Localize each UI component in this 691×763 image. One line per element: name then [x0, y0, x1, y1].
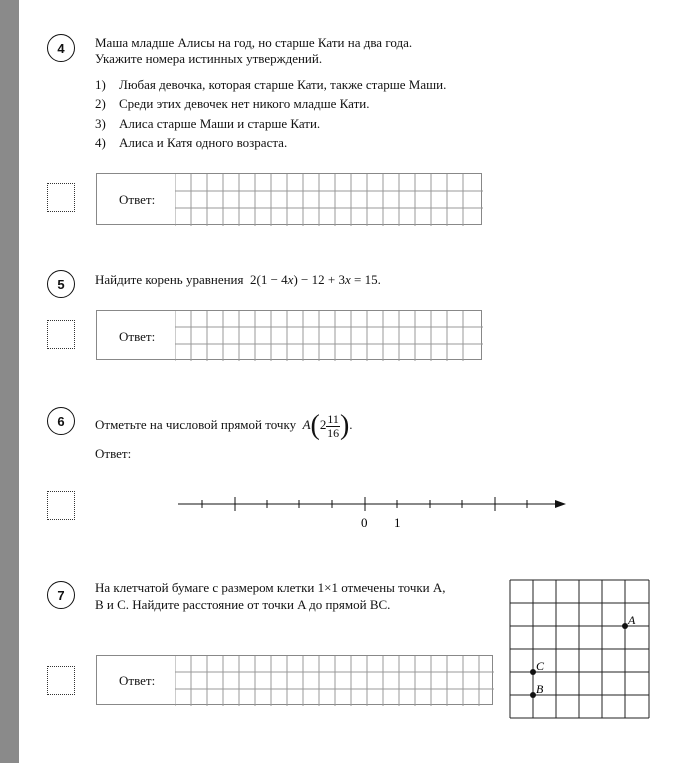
question-7-text-line2: B и C. Найдите расстояние от точки A до прямой BC.	[95, 597, 391, 612]
answer-label: Ответ:	[119, 673, 156, 688]
equation-variable: x	[287, 272, 294, 287]
question-4-answer-field[interactable]	[96, 173, 482, 225]
question-5-number	[47, 270, 75, 298]
question-6-prompt: Отметьте на числовой прямой точку	[95, 417, 297, 432]
option-number: 3)	[95, 116, 106, 131]
question-6-text	[95, 408, 353, 442]
question-6-number-text: 6	[57, 413, 65, 429]
option-number: 4)	[95, 135, 106, 150]
question-5-prompt: Найдите корень уравнения	[95, 272, 244, 287]
option-number: 2)	[95, 96, 106, 111]
question-7-score-box	[47, 666, 75, 695]
mixed-whole: 2	[319, 417, 327, 432]
option-text: Любая девочка, которая старше Кати, также старше Маши.	[119, 77, 447, 92]
question-5-number-text: 5	[57, 276, 65, 292]
question-4-option-2	[95, 96, 369, 112]
question-5-answer-field[interactable]	[96, 310, 482, 360]
question-7-number	[47, 581, 75, 609]
answer-label: Ответ:	[119, 329, 156, 344]
sentence-end: .	[349, 417, 353, 432]
equation-part: = 15.	[350, 272, 381, 287]
fraction-numerator: 11	[327, 411, 339, 426]
question-7-text-line1: На клетчатой бумаге с размером клетки 1×1 отмечены точки A,	[95, 580, 446, 595]
answer-grid	[175, 311, 481, 359]
equation-part: 1 − 4	[260, 272, 288, 287]
number-line-arrow	[555, 500, 566, 508]
question-4-score-box	[47, 183, 75, 212]
question-5-text: Найдите корень уравнения 2(1 − 4x) − 12 + 3x = 15.	[95, 272, 381, 287]
equation-variable: x	[344, 272, 351, 287]
option-text: Алиса и Катя одного возраста.	[119, 135, 288, 150]
grid-figure	[509, 579, 651, 721]
question-7-number-text: 7	[57, 587, 65, 603]
point-c-label: C	[536, 659, 545, 673]
point-b-label: B	[536, 682, 544, 696]
question-5-score-box	[47, 320, 75, 349]
question-4-option-3	[95, 116, 320, 132]
equation-part: − 12 + 3	[297, 272, 345, 287]
option-text: Алиса старше Маши и старше Кати.	[119, 116, 321, 131]
answer-label: Ответ:	[119, 192, 156, 207]
page-side-bar	[0, 0, 19, 763]
question-4-option-4	[95, 135, 287, 151]
paren-left: (	[310, 410, 320, 442]
question-7-answer-field[interactable]	[96, 655, 493, 705]
option-number: 1)	[95, 77, 106, 92]
grid-lines	[510, 580, 649, 718]
question-4-number	[47, 34, 75, 62]
question-6-number	[47, 407, 75, 435]
axis-label-one: 1	[394, 515, 401, 530]
question-4-option-1	[95, 77, 446, 93]
question-4-text-line2: Укажите номера истинных утверждений.	[95, 51, 323, 66]
number-line[interactable]	[175, 494, 570, 534]
question-6-answer-label: Ответ:	[95, 446, 132, 461]
option-text: Среди этих девочек нет никого младше Кати.	[119, 96, 370, 111]
paren-right: )	[339, 410, 350, 442]
answer-grid	[175, 656, 492, 704]
question-4-number-text: 4	[57, 40, 65, 56]
question-6-score-box	[47, 491, 75, 520]
answer-grid	[175, 174, 481, 224]
fraction	[326, 413, 340, 440]
axis-label-zero: 0	[361, 515, 368, 530]
point-name: A	[302, 417, 311, 432]
point-a-label: A	[628, 613, 636, 627]
question-4-text-line1: Маша младше Алисы на год, но старше Кати на два года.	[95, 35, 413, 50]
fraction-denominator: 16	[327, 425, 340, 440]
equation-part: 2	[249, 272, 257, 287]
